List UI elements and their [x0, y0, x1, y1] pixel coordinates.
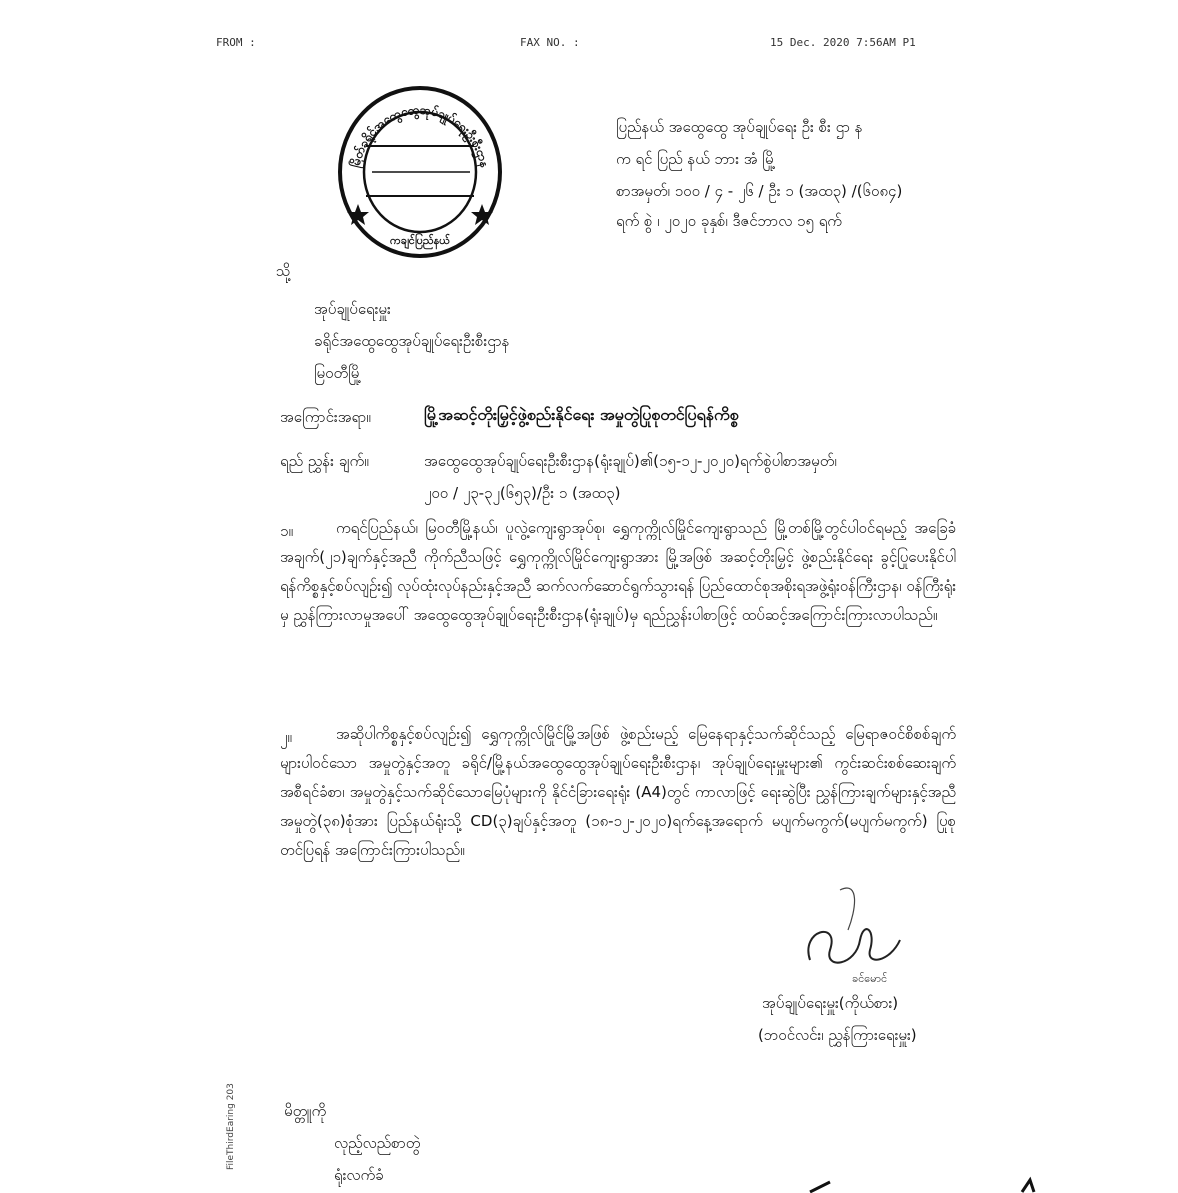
paragraph-2-number: ၂။ [280, 728, 292, 746]
signature-title: အုပ်ချုပ်ရေးမှူး(ကိုယ်စား) [762, 994, 899, 1012]
side-margin-mark: FileThirdEaring 203 [226, 1083, 236, 1170]
recipient-department: ခရိုင်အထွေထွေအုပ်ချုပ်ရေးဦးစီးဌာန [314, 332, 510, 350]
paragraph-1-number: ၁။ [280, 522, 293, 540]
svg-text:ကချင်ပြည်နယ်: ကချင်ပြည်နယ် [390, 234, 450, 247]
letterhead-date: ရက် စွဲ ၊ ၂၀၂၀ ခုနှစ်၊ ဒီဇင်ဘာလ ၁၅ ရက် [616, 212, 842, 230]
svg-text:ခင်မောင်: ခင်မောင် [852, 972, 888, 985]
paragraph-2-text: အဆိုပါကိစ္စနှင့်စပ်လျဉ်း၍ ရွှေကုက္ကိုလ်မြိုင်မြို့အဖြစ် ဖွဲ့စည်းမည့် မြေနေရာနှင့်သက်ဆိုင်သည့် မြေရာဇ၀င်စိစစ်ချက်များပါ၀င်သော အမှုတွဲနှင့်အတူ ခရိုင်/မြို့နယ်အထွေထွေအုပ်ချုပ်ရေးဦးစီးဌာန၊ အုပ်ချုပ်ရေးမှူးများ၏ ကွင်းဆင်းစစ်ဆေးချက် အစီရင်ခံစာ၊ အမှုတွဲနှင့်သက်ဆိုင်သောမြေပုံများကို နိုင်ငံခြားရေးရုံး (A4)တွင် ကာလာဖြင့် ရေးဆွဲပြီး ညွှန်ကြားချက်များနှင့်အညီ အမှုတွဲ(၃၈)စုံအား ပြည်နယ်ရုံးသို့ CD(၃)ချပ်နှင့်အတူ (၁၈-၁၂-၂၀၂၀)ရက်နေ့အရောက် မပျက်မကွက်(မပျက်မကွက်) ပြုစုတင်ပြရန် အကြောင်းကြားပါသည်။ [280, 725, 956, 859]
cropped-text-fragment-icon [790, 1168, 1050, 1193]
copy-to-label: မိတ္တူကို [284, 1102, 327, 1120]
copy-to-line-2: ရုံးလက်ခံ [334, 1166, 384, 1184]
fax-header [216, 36, 966, 52]
reference-line-2: ၂၀၀ / ၂၃-၃၂(၆၅၃)/ဦး ၁ (အထ၃) [424, 484, 621, 502]
recipient-city: မြဝတီမြို့ [314, 364, 362, 382]
reference-label: ရည် ညွှန်း ချက်။ [280, 452, 369, 470]
official-seal-icon [336, 84, 504, 260]
letterhead-reference-number: စာအမှတ်၊ ၁၀၀ / ၄ - ၂၆ / ဦး ၁ (အထ၃) /(၆၀၈၄) [616, 182, 903, 200]
signature-subtitle: (ဘဝင်လင်း၊ ညွှန်ကြားရေးမှူး) [758, 1026, 917, 1044]
fax-datetime: 15 Dec. 2020 7:56AM P1 [770, 36, 916, 49]
handwritten-signature-icon [800, 870, 920, 990]
copy-to-line-1: လုည့်လည်စာတွဲ [334, 1134, 421, 1152]
reference-line-1: အထွေထွေအုပ်ချုပ်ရေးဦးစီးဌာန(ရုံးချုပ်)၏(၁၅-၁၂-၂၀၂၀)ရက်စွဲပါစာအမှတ်၊ [424, 452, 837, 470]
letterhead-office: ပြည်နယ် အထွေထွေ အုပ်ချုပ်ရေး ဦး စီး ဌာ န [616, 118, 863, 136]
svg-text:မြိတ်ခရိုင်အထွေထွေအုပ်ချုပ်ရေး: မြိတ်ခရိုင်အထွေထွေအုပ်ချုပ်ရေးဦးစီးဌာန [348, 102, 492, 169]
recipient-title: အုပ်ချုပ်ရေးမှူး [314, 300, 391, 318]
fax-number: FAX NO. : [520, 36, 580, 49]
to-label: သို့ [276, 262, 291, 280]
subject-text: မြို့အဆင့်တိုးမြှင့်ဖွဲ့စည်းနိုင်ရေး အမှုတွဲပြုစုတင်ပြရန်ကိစ္စ [424, 405, 739, 424]
subject-label: အကြောင်းအရာ။ [280, 408, 371, 426]
paragraph-1-text: ကရင်ပြည်နယ်၊ မြဝတီမြို့နယ်၊ ပူလွဲ့ကျေးရွာအုပ်စု၊ ရွှေကုက္ကိုလ်မြိုင်ကျေးရွာသည် မြို့တစ်မြို့တွင်ပါဝင်ရမည့် အခြေခံအချက်(၂၁)ချက်နှင့်အညီ ကိုက်ညီသဖြင့် ရွှေကုက္ကိုလ်မြိုင်ကျေးရွာအား မြို့အဖြစ် အဆင့်တိုးမြှင့် ဖွဲ့စည်းနိုင်ရေး ခွင့်ပြုပေးနိုင်ပါရန်ကိစ္စနှင့်စပ်လျဉ်း၍ လုပ်ထုံးလုပ်နည်းနှင့်အညီ ဆက်လက်ဆောင်ရွက်သွားရန် ပြည်ထောင်စုအစိုးရအဖွဲ့ရုံး၀န်ကြီးဌာန၊ ၀န်ကြီးရုံးမှ ညွှန်ကြားလာမှုအပေါ် အထွေထွေအုပ်ချုပ်ရေးဦးစီးဌာန(ရုံးချုပ်)မှ ရည်ညွှန်းပါစာဖြင့် ထပ်ဆင့်အကြောင်းကြားလာပါသည်။ [280, 519, 956, 624]
fax-from: FROM : [216, 36, 256, 49]
letterhead-location: က ရင် ပြည် နယ် ဘား အံ မြို့ [616, 150, 776, 168]
